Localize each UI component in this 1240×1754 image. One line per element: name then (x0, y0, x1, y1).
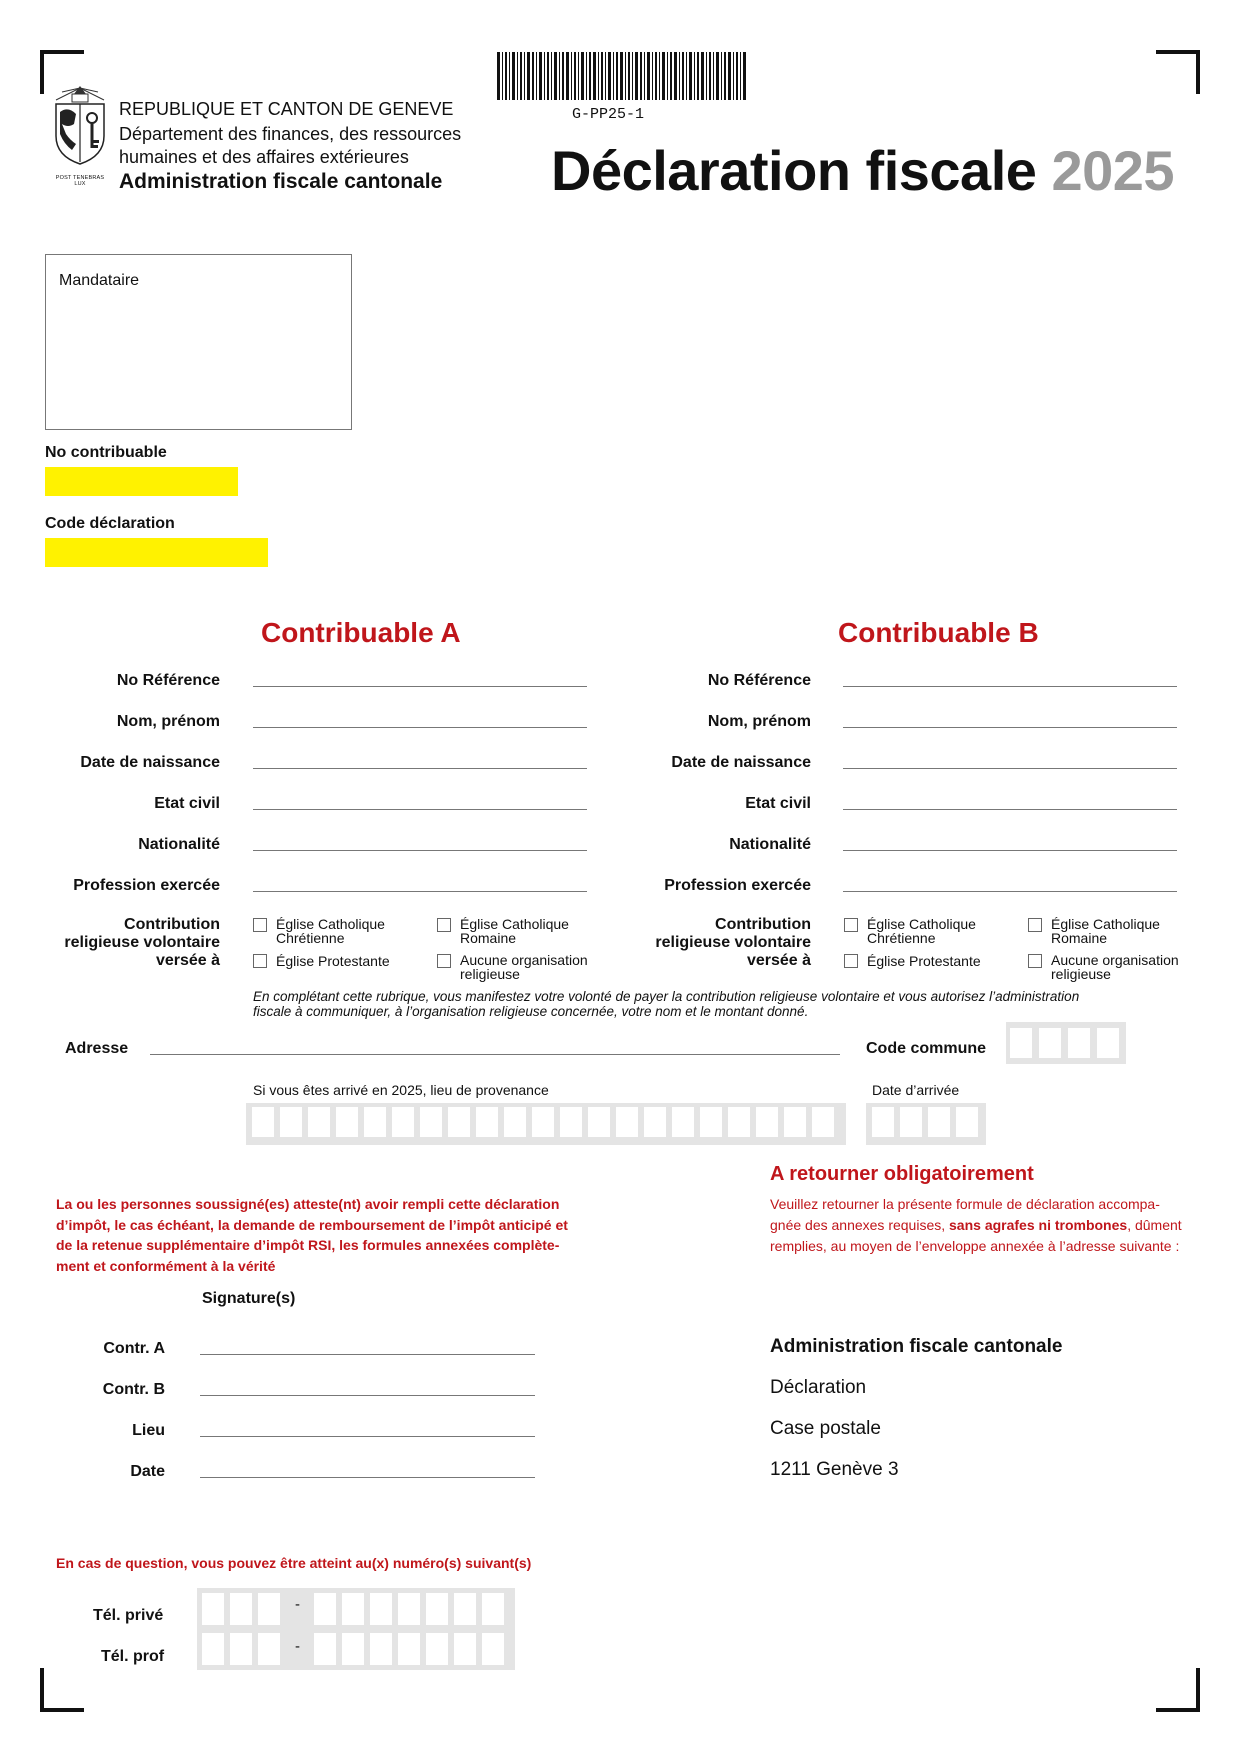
barcode-text: G-PP25-1 (572, 106, 645, 123)
field-nom-prenom-a[interactable] (253, 727, 587, 728)
field-label-nom-prenom: Nom, prénom (707, 713, 811, 730)
char-cell (280, 1107, 302, 1137)
geneva-coat-of-arms-logo (52, 84, 108, 187)
religion-label-line3: versée à (155, 952, 220, 969)
char-cell (672, 1107, 694, 1137)
phone-prive-cell[interactable] (370, 1593, 392, 1625)
option-line: religieuse (1051, 966, 1111, 982)
adresse-field[interactable] (150, 1054, 840, 1055)
signature-contr-a-field[interactable] (200, 1354, 535, 1355)
address-line2: Case postale (770, 1418, 881, 1439)
phone-prive-cell[interactable] (482, 1593, 504, 1625)
religion-label-line1: Contribution (715, 916, 811, 933)
field-label-etat-civil: Etat civil (154, 795, 220, 812)
return-line2-bold: sans agrafes ni trombones (949, 1217, 1128, 1233)
page-title (551, 138, 1174, 203)
attestation-line: ment et conformément à la vérité (56, 1257, 276, 1274)
religion-note-line2: fiscale à communiquer, à l’organisation religieuse concernée, votre nom et le montant donné. (253, 1004, 809, 1019)
religion-label-line1: Contribution (124, 916, 220, 933)
option-protestante-b: Église Protestante (867, 953, 981, 969)
phone-prive-cell[interactable] (202, 1593, 224, 1625)
field-no-reference-b[interactable] (843, 686, 1177, 687)
registration-mark-bottom-right (1156, 1668, 1200, 1712)
phone-prof-cell[interactable] (230, 1633, 252, 1665)
attestation-text (56, 1194, 596, 1276)
option-line: Aucune organisation (460, 952, 588, 968)
contribuable-b-fields (611, 672, 1191, 912)
religion-label-a (20, 916, 220, 970)
signature-label-date: Date (130, 1463, 165, 1480)
option-catholique-romaine-a (460, 917, 569, 945)
phone-prof-cell[interactable] (454, 1633, 476, 1665)
phone-prof-cell[interactable] (426, 1633, 448, 1665)
digit-cell (1097, 1028, 1119, 1058)
date-arrivee-label: Date d’arrivée (872, 1082, 960, 1098)
code-commune-field[interactable] (1006, 1022, 1126, 1064)
checkbox-aucune-b[interactable] (1028, 954, 1042, 968)
provenance-field[interactable] (246, 1103, 846, 1145)
option-line: Église Catholique (867, 916, 976, 932)
option-line: religieuse (460, 966, 520, 982)
religion-label-line3: versée à (746, 952, 811, 969)
field-label-nationalite: Nationalité (138, 836, 220, 853)
code-declaration-field[interactable] (45, 538, 268, 567)
header-republic: REPUBLIQUE ET CANTON DE GENEVE (119, 99, 454, 119)
tel-prof-label: Tél. prof (101, 1648, 165, 1665)
phone-prive-cell[interactable] (342, 1593, 364, 1625)
option-aucune-b (1051, 953, 1179, 981)
religion-section-a (20, 916, 620, 986)
field-label-no-reference: No Référence (707, 672, 811, 689)
option-line: Chrétienne (867, 930, 936, 946)
field-nationalite-a[interactable] (253, 850, 587, 851)
digit-cell (1068, 1028, 1090, 1058)
char-cell (588, 1107, 610, 1137)
phone-prive-cell[interactable] (426, 1593, 448, 1625)
char-cell (336, 1107, 358, 1137)
checkbox-aucune-a[interactable] (437, 954, 451, 968)
char-cell (476, 1107, 498, 1137)
field-profession-a[interactable] (253, 891, 587, 892)
option-line: Église Catholique (460, 916, 569, 932)
field-no-reference-a[interactable] (253, 686, 587, 687)
contribuable-a-title: Contribuable A (261, 617, 461, 648)
char-cell (504, 1107, 526, 1137)
option-catholique-romaine-b (1051, 917, 1160, 945)
mandataire-label: Mandataire (59, 272, 140, 289)
char-cell (644, 1107, 666, 1137)
field-label-profession: Profession exercée (73, 877, 220, 894)
no-contribuable-field[interactable] (45, 467, 238, 496)
field-etat-civil-b[interactable] (843, 809, 1177, 810)
field-label-date-naissance: Date de naissance (80, 754, 220, 771)
tel-prive-label: Tél. privé (93, 1607, 164, 1624)
phone-prive-cell[interactable] (230, 1593, 252, 1625)
char-cell (560, 1107, 582, 1137)
char-cell (616, 1107, 638, 1137)
phone-prof-cell[interactable] (314, 1633, 336, 1665)
option-line: Église Catholique (276, 916, 385, 932)
return-line2-post: , dûment (1127, 1217, 1182, 1233)
contribuable-a-fields (20, 672, 600, 912)
header-department-line1: Département des finances, des ressources (119, 124, 462, 144)
phone-prive-cell[interactable] (398, 1593, 420, 1625)
attestation-line: La ou les personnes soussigné(es) atteste(nt) avoir rempli cette déclaration (56, 1196, 560, 1212)
phone-prof-cell[interactable] (370, 1633, 392, 1665)
checkbox-catholique-romaine-a[interactable] (437, 918, 451, 932)
checkbox-protestante-b[interactable] (844, 954, 858, 968)
religion-label-line2: religieuse volontaire (655, 934, 811, 951)
signature-label-contr-b: Contr. B (102, 1381, 165, 1398)
phone-prive-cell[interactable] (454, 1593, 476, 1625)
option-catholique-chretienne-b (867, 917, 976, 945)
contribuable-b-title: Contribuable B (838, 617, 1039, 648)
phone-prof-separator: - (295, 1638, 300, 1655)
option-line: Aucune organisation (1051, 952, 1179, 968)
field-profession-b[interactable] (843, 891, 1177, 892)
option-line: Église Catholique (1051, 916, 1160, 932)
phone-prof-cell[interactable] (342, 1633, 364, 1665)
return-line2 (770, 1215, 1210, 1236)
option-aucune-a (460, 953, 588, 981)
signature-title: Signature(s) (202, 1290, 296, 1307)
digit-cell (1010, 1028, 1032, 1058)
adresse-label: Adresse (65, 1040, 129, 1057)
header-department-line2: humaines et des affaires extérieures (119, 147, 409, 167)
field-label-no-reference: No Référence (116, 672, 220, 689)
phone-prof-cell[interactable] (482, 1633, 504, 1665)
code-commune-label: Code commune (866, 1040, 987, 1057)
religion-section-b (611, 916, 1211, 986)
phone-prive-cell[interactable] (258, 1593, 280, 1625)
coat-motto: POST TENEBRAS LUX (55, 175, 105, 187)
code-declaration-label: Code déclaration (45, 515, 175, 532)
char-cell (700, 1107, 722, 1137)
signature-date-field[interactable] (200, 1477, 535, 1478)
mandataire-box[interactable] (45, 254, 352, 430)
contact-note: En cas de question, vous pouvez être atteint au(x) numéro(s) suivant(s) (56, 1555, 532, 1571)
field-date-naissance-a[interactable] (253, 768, 587, 769)
signature-lieu-field[interactable] (200, 1436, 535, 1437)
option-line: Romaine (1051, 930, 1108, 946)
char-cell (784, 1107, 806, 1137)
phone-prive-separator: - (295, 1596, 300, 1613)
phone-prof-cell[interactable] (398, 1633, 420, 1665)
field-label-nationalite: Nationalité (729, 836, 811, 853)
field-label-date-naissance: Date de naissance (671, 754, 811, 771)
signature-contr-b-field[interactable] (200, 1395, 535, 1396)
signature-rows (60, 1340, 540, 1510)
char-cell (308, 1107, 330, 1137)
option-protestante-a: Église Protestante (276, 953, 390, 969)
phone-prof-cell[interactable] (258, 1633, 280, 1665)
registration-mark-top-right (1156, 50, 1200, 94)
digit-cell (872, 1107, 894, 1137)
field-nationalite-b[interactable] (843, 850, 1177, 851)
address-line1: Déclaration (770, 1377, 867, 1398)
address-line3: 1211 Genève 3 (770, 1459, 899, 1480)
char-cell (252, 1107, 274, 1137)
religion-note-line1: En complétant cette rubrique, vous manifestez votre volonté de payer la contribution religieuse volontaire et vous autorisez l’administration (253, 989, 1080, 1004)
header-administration: Administration fiscale cantonale (119, 170, 443, 193)
page-title-year: 2025 (1051, 139, 1175, 202)
religion-note (253, 989, 1173, 1019)
signature-label-lieu: Lieu (132, 1422, 165, 1439)
attestation-line: d’impôt, le cas échéant, la demande de remboursement de l’impôt anticipé et (56, 1216, 568, 1233)
return-text (770, 1194, 1210, 1257)
no-contribuable-label: No contribuable (45, 444, 167, 461)
date-arrivee-field[interactable] (866, 1103, 986, 1145)
field-nom-prenom-b[interactable] (843, 727, 1177, 728)
checkbox-catholique-chretienne-b[interactable] (844, 918, 858, 932)
page-title-text: Déclaration fiscale (551, 139, 1037, 202)
religion-label-b (611, 916, 811, 970)
char-cell (392, 1107, 414, 1137)
provenance-label: Si vous êtes arrivé en 2025, lieu de provenance (253, 1082, 549, 1098)
char-cell (448, 1107, 470, 1137)
attestation-line: de la retenue supplémentaire d’impôt RSI, les formules annexées complète- (56, 1237, 560, 1253)
field-label-profession: Profession exercée (664, 877, 811, 894)
digit-cell (900, 1107, 922, 1137)
char-cell (756, 1107, 778, 1137)
registration-mark-bottom-left (40, 1668, 84, 1712)
option-line: Romaine (460, 930, 517, 946)
field-date-naissance-b[interactable] (843, 768, 1177, 769)
char-cell (420, 1107, 442, 1137)
option-catholique-chretienne-a (276, 917, 385, 945)
checkbox-protestante-a[interactable] (253, 954, 267, 968)
field-label-nom-prenom: Nom, prénom (116, 713, 220, 730)
field-etat-civil-a[interactable] (253, 809, 587, 810)
signature-label-contr-a: Contr. A (103, 1340, 165, 1357)
phone-fields (197, 1588, 515, 1670)
return-line1: Veuillez retourner la présente formule de déclaration accompa- (770, 1196, 1160, 1212)
barcode (497, 52, 747, 100)
digit-cell (928, 1107, 950, 1137)
return-line2-pre: gnée des annexes requises, (770, 1217, 950, 1233)
return-title: A retourner obligatoirement (770, 1163, 1034, 1185)
checkbox-catholique-chretienne-a[interactable] (253, 918, 267, 932)
digit-cell (956, 1107, 978, 1137)
checkbox-catholique-romaine-b[interactable] (1028, 918, 1042, 932)
char-cell (812, 1107, 834, 1137)
religion-label-line2: religieuse volontaire (64, 934, 220, 951)
char-cell (364, 1107, 386, 1137)
digit-cell (1039, 1028, 1061, 1058)
phone-prive-cell[interactable] (314, 1593, 336, 1625)
address-org: Administration fiscale cantonale (770, 1336, 1063, 1357)
return-line3: remplies, au moyen de l’enveloppe annexée à l’adresse suivante : (770, 1238, 1180, 1254)
char-cell (532, 1107, 554, 1137)
phone-prof-cell[interactable] (202, 1633, 224, 1665)
option-line: Chrétienne (276, 930, 345, 946)
char-cell (728, 1107, 750, 1137)
field-label-etat-civil: Etat civil (745, 795, 811, 812)
